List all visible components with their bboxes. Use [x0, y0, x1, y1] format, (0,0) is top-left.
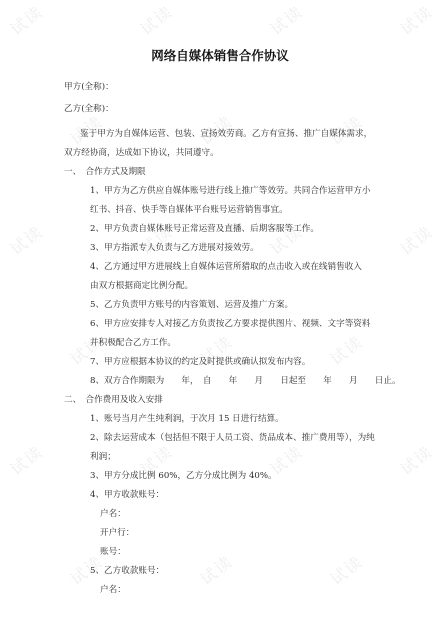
watermark: 试读 — [66, 551, 107, 589]
section-2-item: 2、除去运营成本（包括但不限于人员工资、货品成本、推广费用等），为纯 — [90, 433, 375, 443]
watermark: 试读 — [266, 1, 307, 39]
account-number-label: 账号： — [100, 547, 126, 557]
watermark: 试读 — [196, 111, 237, 149]
preamble-line: 鉴于甲方为自媒体运营、包装、宣扬效劳商。乙方有宣扬、推广自媒体需求， — [80, 129, 373, 139]
section-1-item: 4、乙方通过甲方进展线上自媒体运营所猎取的点击收入或在线销售收入 — [90, 262, 362, 272]
section-2-heading: 二、 合作费用及收入安排 — [64, 395, 163, 405]
party-b-label: 乙方(全称)： — [64, 104, 114, 114]
watermark: 试读 — [396, 441, 437, 479]
section-1-item: 8、双方合作期限为 年， 自 年 月 日起至 年 月 日止。 — [90, 376, 401, 386]
watermark: 试读 — [266, 441, 307, 479]
watermark: 试读 — [6, 1, 47, 39]
watermark: 试读 — [196, 551, 237, 589]
watermark: 试读 — [136, 1, 177, 39]
watermark: 试读 — [396, 1, 437, 39]
section-2-item: 5、乙方收款账号： — [90, 566, 165, 576]
section-2-item: 1、账号当月产生纯利润，于次月 15 日进行结算。 — [90, 414, 284, 424]
watermark: 试读 — [196, 331, 237, 369]
watermark: 试读 — [326, 331, 367, 369]
section-1-item: 5、乙方负责甲方账号的内容策划、运营及推广方案。 — [90, 300, 294, 310]
section-1-item: 红书、抖音、快手等自媒体平台账号运营销售事宜。 — [90, 205, 288, 215]
watermark: 试读 — [136, 441, 177, 479]
account-holder-label: 户名： — [100, 585, 126, 595]
section-1-item: 6、甲方应安排专人对接乙方负责按乙方要求提供图片、视频、文字等资料 — [90, 319, 371, 329]
bank-label: 开户行： — [100, 528, 135, 538]
party-a-label: 甲方(全称)： — [64, 82, 114, 92]
section-1-item: 2、甲方负责自媒体账号正常运营及直播、后期客服等工作。 — [90, 224, 319, 234]
watermark: 试读 — [326, 111, 367, 149]
section-1-item: 并积极配合乙方工作。 — [90, 338, 176, 348]
watermark: 试读 — [266, 221, 307, 259]
section-2-item: 3、甲方分成比例 60%，乙方分成比例为 40%。 — [90, 471, 277, 481]
section-2-item: 利润； — [90, 452, 116, 462]
watermark: 试读 — [136, 221, 177, 259]
section-1-item: 由双方根据商定比例分配。 — [90, 281, 194, 291]
section-1-heading: 一、 合作方式及期限 — [64, 167, 146, 177]
watermark: 试读 — [6, 441, 47, 479]
account-holder-label: 户名： — [100, 509, 126, 519]
watermark: 试读 — [326, 551, 367, 589]
section-1-item: 3、甲方指派专人负责与乙方进展对接效劳。 — [90, 243, 259, 253]
watermark: 试读 — [66, 331, 107, 369]
section-1-item: 1、甲方为乙方供应自媒体账号进行线上推广等效劳。共同合作运营甲方小 — [90, 186, 371, 196]
watermark: 试读 — [396, 221, 437, 259]
watermark: 试读 — [6, 221, 47, 259]
preamble-line: 双方经协商，达成如下协议，共同遵守。 — [64, 148, 219, 158]
document-title: 网络自媒体销售合作协议 — [151, 48, 289, 63]
watermark: 试读 — [66, 111, 107, 149]
section-2-item: 4、甲方收款账号： — [90, 490, 165, 500]
section-1-item: 7、甲方应根据本协议的约定及时提供或确认拟发布内容。 — [90, 357, 311, 367]
